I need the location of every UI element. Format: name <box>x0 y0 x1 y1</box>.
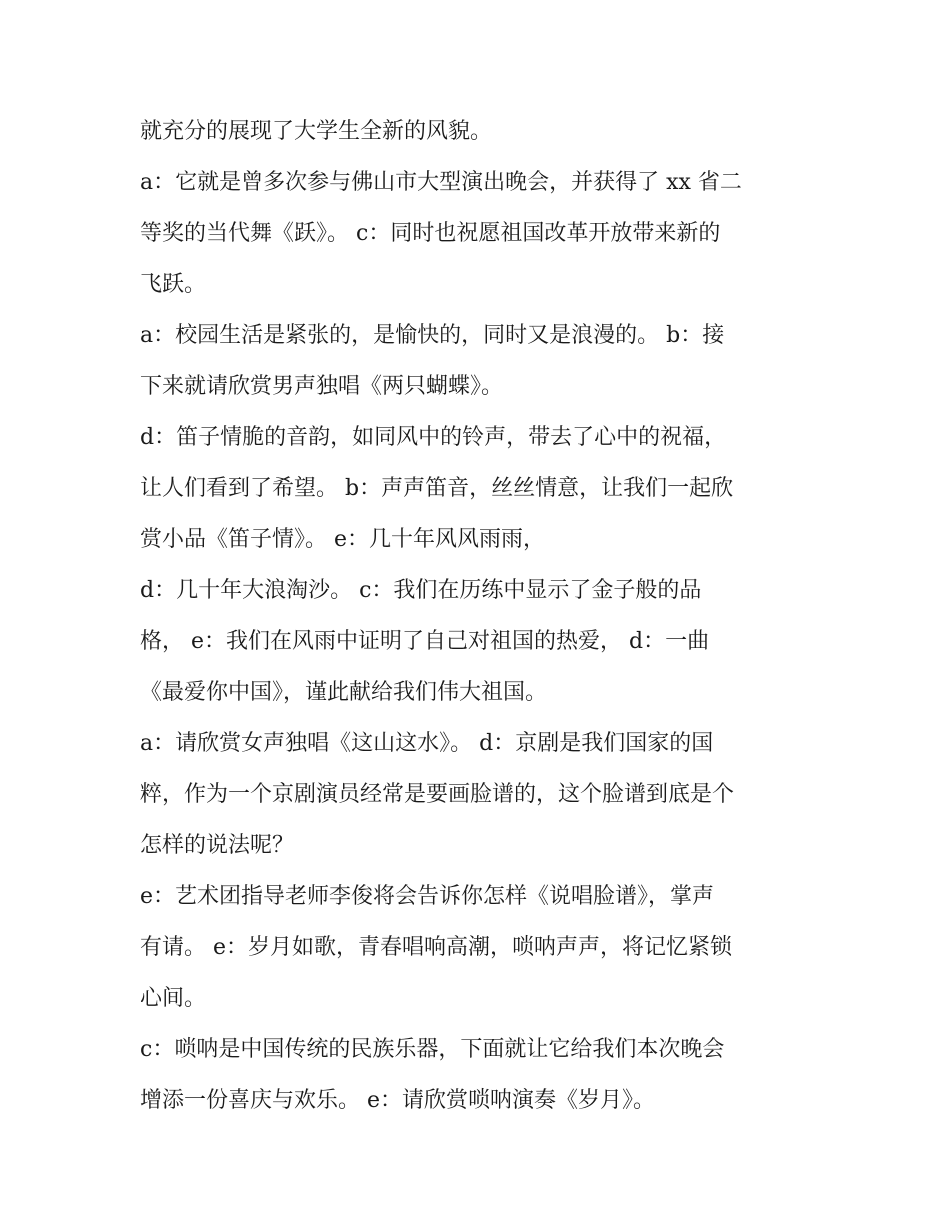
text-line: 让人们看到了希望。 b：声声笛音，丝丝情意，让我们一起欣 <box>140 476 734 501</box>
text-line: c：唢呐是中国传统的民族乐器，下面就让它给我们本次晚会 <box>140 1037 725 1062</box>
text-line: a：请欣赏女声独唱《这山这水》。 d：京剧是我们国家的国 <box>140 731 714 756</box>
text-line: 有请。 e：岁月如歌，青春唱响高潮，唢呐声声，将记忆紧锁 <box>140 935 733 960</box>
document-body <box>140 106 820 1126</box>
text-line: d：笛子情脆的音韵，如同风中的铃声，带去了心中的祝福， <box>140 425 727 450</box>
text-line: 粹，作为一个京剧演员经常是要画脸谱的，这个脸谱到底是个 <box>140 782 735 807</box>
text-line: 格， e：我们在风雨中证明了自己对祖国的热爱， d：一曲 <box>140 629 710 654</box>
text-line: a：校园生活是紧张的，是愉快的，同时又是浪漫的。 b：接 <box>140 323 725 348</box>
text-line: 《最爱你中国》，谨此献给我们伟大祖国。 <box>140 680 548 705</box>
text-line: 怎样的说法呢？ <box>140 833 295 858</box>
text-line: e：艺术团指导老师李俊将会告诉你怎样《说唱脸谱》，掌声 <box>140 884 715 909</box>
text-line: 赏小品《笛子情》。 e：几十年风风雨雨， <box>140 527 546 552</box>
text-line: 下来就请欣赏男声独唱《两只蝴蝶》。 <box>140 374 504 399</box>
text-line: d：几十年大浪淘沙。 c：我们在历练中显示了金子般的品 <box>140 578 702 603</box>
text-line: 等奖的当代舞《跃》。 c：同时也祝愿祖国改革开放带来新的 <box>140 221 721 246</box>
text-line: 飞跃。 <box>140 272 207 297</box>
text-line: 就充分的展现了大学生全新的风貌。 <box>140 119 493 144</box>
text-line: 心间。 <box>140 986 207 1011</box>
text-line: a：它就是曾多次参与佛山市大型演出晚会，并获得了 xx 省二 <box>140 170 742 195</box>
text-line: 增添一份喜庆与欢乐。 e：请欣赏唢呐演奏《岁月》。 <box>140 1088 656 1113</box>
